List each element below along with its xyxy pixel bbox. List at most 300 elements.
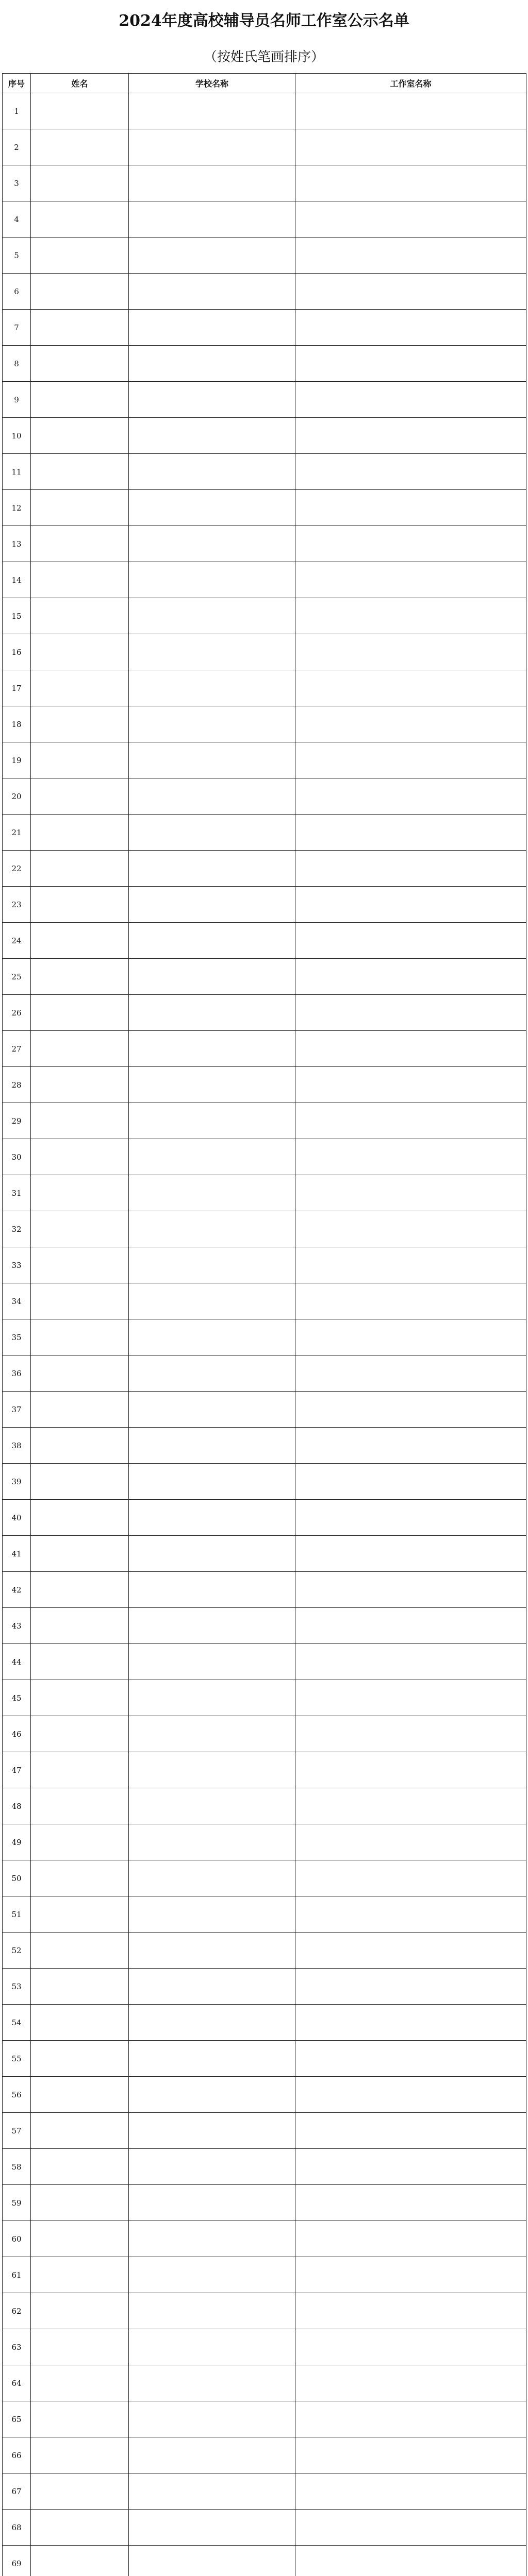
table-row	[3, 2077, 526, 2113]
school-name	[129, 1572, 295, 1608]
person-name	[31, 562, 129, 598]
header-name: 姓名	[31, 74, 129, 93]
studio-name	[295, 2077, 526, 2113]
person-name	[31, 1608, 129, 1644]
row-index: 14	[3, 562, 31, 598]
table-row	[3, 1644, 526, 1680]
row-index: 1	[3, 93, 31, 129]
school-name	[129, 93, 295, 129]
person-name	[31, 454, 129, 490]
document-title: 2024年度高校辅导员名师工作室公示名单	[119, 12, 409, 30]
table-row	[3, 165, 526, 201]
studio-name	[295, 2510, 526, 2546]
table-row	[3, 2221, 526, 2257]
school-name	[129, 995, 295, 1031]
person-name	[31, 274, 129, 310]
row-index: 32	[3, 1211, 31, 1247]
row-index: 50	[3, 1860, 31, 1896]
table-row	[3, 1103, 526, 1139]
header-studio: 工作室名称	[295, 74, 526, 93]
table-row	[3, 1536, 526, 1572]
table-row	[3, 2149, 526, 2185]
school-name	[129, 382, 295, 418]
person-name	[31, 2473, 129, 2510]
person-name	[31, 1824, 129, 1860]
school-name	[129, 851, 295, 887]
person-name	[31, 634, 129, 670]
row-index: 5	[3, 238, 31, 274]
person-name	[31, 2149, 129, 2185]
row-index: 69	[3, 2546, 31, 2576]
table-row	[3, 1500, 526, 1536]
row-index: 59	[3, 2185, 31, 2221]
school-name	[129, 2185, 295, 2221]
table-row	[3, 346, 526, 382]
row-index: 12	[3, 490, 31, 526]
studio-name	[295, 238, 526, 274]
studio-name	[295, 2041, 526, 2077]
studio-name	[295, 1644, 526, 1680]
row-index: 64	[3, 2365, 31, 2401]
studio-name	[295, 1067, 526, 1103]
studio-name	[295, 959, 526, 995]
row-index: 56	[3, 2077, 31, 2113]
table-row	[3, 490, 526, 526]
table-row	[3, 526, 526, 562]
person-name	[31, 129, 129, 165]
row-index: 20	[3, 778, 31, 815]
row-index: 61	[3, 2257, 31, 2293]
school-name	[129, 454, 295, 490]
school-name	[129, 706, 295, 742]
table-row	[3, 1572, 526, 1608]
school-name	[129, 562, 295, 598]
person-name	[31, 2401, 129, 2437]
studio-name	[295, 1392, 526, 1428]
person-name	[31, 1860, 129, 1896]
school-name	[129, 346, 295, 382]
school-name	[129, 923, 295, 959]
studio-name	[295, 274, 526, 310]
person-name	[31, 238, 129, 274]
row-index: 34	[3, 1283, 31, 1319]
studio-name	[295, 1355, 526, 1392]
person-name	[31, 2365, 129, 2401]
school-name	[129, 274, 295, 310]
school-name	[129, 1103, 295, 1139]
studio-name	[295, 1716, 526, 1752]
table-row	[3, 598, 526, 634]
studio-name	[295, 1031, 526, 1067]
person-name	[31, 2113, 129, 2149]
person-name	[31, 1392, 129, 1428]
row-index: 46	[3, 1716, 31, 1752]
studio-name	[295, 1500, 526, 1536]
school-name	[129, 1680, 295, 1716]
studio-name	[295, 1211, 526, 1247]
studio-list-table	[2, 73, 526, 2576]
person-name	[31, 923, 129, 959]
table-row	[3, 2510, 526, 2546]
row-index: 13	[3, 526, 31, 562]
header-index: 序号	[3, 74, 31, 93]
studio-name	[295, 1752, 526, 1788]
studio-name	[295, 2401, 526, 2437]
school-name	[129, 2041, 295, 2077]
row-index: 30	[3, 1139, 31, 1175]
person-name	[31, 1139, 129, 1175]
studio-name	[295, 778, 526, 815]
school-name	[129, 2473, 295, 2510]
row-index: 43	[3, 1608, 31, 1644]
person-name	[31, 1933, 129, 1969]
school-name	[129, 1752, 295, 1788]
row-index: 63	[3, 2329, 31, 2365]
studio-name	[295, 165, 526, 201]
row-index: 54	[3, 2005, 31, 2041]
person-name	[31, 670, 129, 706]
table-row	[3, 238, 526, 274]
table-row	[3, 2329, 526, 2365]
table-row	[3, 1680, 526, 1716]
studio-name	[295, 598, 526, 634]
person-name	[31, 598, 129, 634]
studio-name	[295, 1247, 526, 1283]
studio-name	[295, 490, 526, 526]
person-name	[31, 1788, 129, 1824]
table-row	[3, 2546, 526, 2576]
school-name	[129, 1896, 295, 1933]
person-name	[31, 1680, 129, 1716]
person-name	[31, 1175, 129, 1211]
person-name	[31, 1572, 129, 1608]
school-name	[129, 1969, 295, 2005]
table-row	[3, 2113, 526, 2149]
school-name	[129, 1428, 295, 1464]
person-name	[31, 526, 129, 562]
table-row	[3, 742, 526, 778]
person-name	[31, 1500, 129, 1536]
school-name	[129, 2293, 295, 2329]
studio-name	[295, 2365, 526, 2401]
school-name	[129, 598, 295, 634]
person-name	[31, 1752, 129, 1788]
studio-name	[295, 526, 526, 562]
document-subtitle: （按姓氏笔画排序）	[203, 49, 324, 65]
row-index: 66	[3, 2437, 31, 2473]
row-index: 39	[3, 1464, 31, 1500]
school-name	[129, 959, 295, 995]
school-name	[129, 526, 295, 562]
table-row	[3, 1933, 526, 1969]
studio-name	[295, 923, 526, 959]
table-row	[3, 851, 526, 887]
row-index: 37	[3, 1392, 31, 1428]
row-index: 17	[3, 670, 31, 706]
table-row	[3, 1247, 526, 1283]
studio-name	[295, 1464, 526, 1500]
school-name	[129, 1283, 295, 1319]
table-row	[3, 274, 526, 310]
studio-name	[295, 670, 526, 706]
studio-name	[295, 418, 526, 454]
school-name	[129, 1139, 295, 1175]
table-row	[3, 1788, 526, 1824]
school-name	[129, 1608, 295, 1644]
studio-name	[295, 2293, 526, 2329]
school-name	[129, 1392, 295, 1428]
school-name	[129, 1211, 295, 1247]
school-name	[129, 2113, 295, 2149]
header-school: 学校名称	[129, 74, 295, 93]
school-name	[129, 310, 295, 346]
school-name	[129, 2221, 295, 2257]
studio-name	[295, 2113, 526, 2149]
table-row	[3, 1824, 526, 1860]
person-name	[31, 2005, 129, 2041]
table-row	[3, 706, 526, 742]
person-name	[31, 1031, 129, 1067]
table-row	[3, 887, 526, 923]
row-index: 67	[3, 2473, 31, 2510]
table-row	[3, 2473, 526, 2510]
studio-name	[295, 346, 526, 382]
person-name	[31, 1103, 129, 1139]
school-name	[129, 1824, 295, 1860]
school-name	[129, 1355, 295, 1392]
table-header-row	[3, 74, 526, 93]
row-index: 58	[3, 2149, 31, 2185]
studio-name	[295, 851, 526, 887]
person-name	[31, 1464, 129, 1500]
table-row	[3, 1139, 526, 1175]
studio-name	[295, 1896, 526, 1933]
table-row	[3, 923, 526, 959]
studio-name	[295, 634, 526, 670]
table-row	[3, 778, 526, 815]
school-name	[129, 634, 295, 670]
row-index: 22	[3, 851, 31, 887]
table-row	[3, 1355, 526, 1392]
row-index: 48	[3, 1788, 31, 1824]
person-name	[31, 815, 129, 851]
school-name	[129, 201, 295, 238]
table-row	[3, 1860, 526, 1896]
table-row	[3, 562, 526, 598]
person-name	[31, 1355, 129, 1392]
row-index: 65	[3, 2401, 31, 2437]
person-name	[31, 382, 129, 418]
studio-name	[295, 1933, 526, 1969]
studio-name	[295, 2329, 526, 2365]
school-name	[129, 1860, 295, 1896]
school-name	[129, 2005, 295, 2041]
person-name	[31, 1644, 129, 1680]
studio-name	[295, 2149, 526, 2185]
studio-name	[295, 562, 526, 598]
table-row	[3, 382, 526, 418]
table-row	[3, 634, 526, 670]
table-row	[3, 2257, 526, 2293]
row-index: 36	[3, 1355, 31, 1392]
person-name	[31, 959, 129, 995]
row-index: 57	[3, 2113, 31, 2149]
person-name	[31, 2437, 129, 2473]
studio-name	[295, 2185, 526, 2221]
table-row	[3, 201, 526, 238]
table-row	[3, 815, 526, 851]
studio-name	[295, 2473, 526, 2510]
school-name	[129, 1716, 295, 1752]
table-row	[3, 1392, 526, 1428]
school-name	[129, 418, 295, 454]
table-row	[3, 2365, 526, 2401]
table-row	[3, 2005, 526, 2041]
school-name	[129, 887, 295, 923]
row-index: 41	[3, 1536, 31, 1572]
table-row	[3, 454, 526, 490]
studio-name	[295, 706, 526, 742]
row-index: 31	[3, 1175, 31, 1211]
studio-name	[295, 201, 526, 238]
table-row	[3, 1319, 526, 1355]
person-name	[31, 2041, 129, 2077]
row-index: 10	[3, 418, 31, 454]
person-name	[31, 2329, 129, 2365]
studio-name	[295, 1608, 526, 1644]
school-name	[129, 2257, 295, 2293]
person-name	[31, 2546, 129, 2576]
school-name	[129, 1536, 295, 1572]
row-index: 2	[3, 129, 31, 165]
table-row	[3, 1716, 526, 1752]
studio-name	[295, 995, 526, 1031]
studio-name	[295, 1103, 526, 1139]
row-index: 11	[3, 454, 31, 490]
person-name	[31, 1896, 129, 1933]
studio-name	[295, 1680, 526, 1716]
person-name	[31, 995, 129, 1031]
row-index: 3	[3, 165, 31, 201]
person-name	[31, 346, 129, 382]
row-index: 42	[3, 1572, 31, 1608]
person-name	[31, 1716, 129, 1752]
studio-name	[295, 454, 526, 490]
row-index: 62	[3, 2293, 31, 2329]
table-row	[3, 1464, 526, 1500]
row-index: 15	[3, 598, 31, 634]
table-row	[3, 1969, 526, 2005]
person-name	[31, 490, 129, 526]
school-name	[129, 1933, 295, 1969]
studio-name	[295, 1788, 526, 1824]
row-index: 18	[3, 706, 31, 742]
school-name	[129, 742, 295, 778]
table-row	[3, 1428, 526, 1464]
person-name	[31, 1319, 129, 1355]
person-name	[31, 1211, 129, 1247]
row-index: 8	[3, 346, 31, 382]
school-name	[129, 2546, 295, 2576]
row-index: 24	[3, 923, 31, 959]
person-name	[31, 201, 129, 238]
row-index: 21	[3, 815, 31, 851]
table-row	[3, 959, 526, 995]
studio-name	[295, 2221, 526, 2257]
studio-name	[295, 382, 526, 418]
studio-name	[295, 1319, 526, 1355]
studio-name	[295, 1283, 526, 1319]
row-index: 9	[3, 382, 31, 418]
row-index: 40	[3, 1500, 31, 1536]
person-name	[31, 742, 129, 778]
row-index: 33	[3, 1247, 31, 1283]
table-row	[3, 1031, 526, 1067]
person-name	[31, 851, 129, 887]
person-name	[31, 2510, 129, 2546]
studio-name	[295, 310, 526, 346]
table-row	[3, 93, 526, 129]
table-row	[3, 310, 526, 346]
person-name	[31, 93, 129, 129]
row-index: 60	[3, 2221, 31, 2257]
row-index: 52	[3, 1933, 31, 1969]
studio-name	[295, 887, 526, 923]
person-name	[31, 778, 129, 815]
studio-name	[295, 1175, 526, 1211]
school-name	[129, 165, 295, 201]
table-row	[3, 995, 526, 1031]
person-name	[31, 1247, 129, 1283]
school-name	[129, 238, 295, 274]
table-row	[3, 2041, 526, 2077]
person-name	[31, 2077, 129, 2113]
table-row	[3, 1896, 526, 1933]
studio-name	[295, 2257, 526, 2293]
person-name	[31, 2293, 129, 2329]
table-row	[3, 2437, 526, 2473]
studio-name	[295, 815, 526, 851]
school-name	[129, 670, 295, 706]
studio-name	[295, 742, 526, 778]
school-name	[129, 1319, 295, 1355]
row-index: 51	[3, 1896, 31, 1933]
school-name	[129, 2365, 295, 2401]
person-name	[31, 418, 129, 454]
row-index: 44	[3, 1644, 31, 1680]
person-name	[31, 2221, 129, 2257]
school-name	[129, 129, 295, 165]
studio-name	[295, 2437, 526, 2473]
table-row	[3, 1608, 526, 1644]
table-row	[3, 1211, 526, 1247]
row-index: 16	[3, 634, 31, 670]
school-name	[129, 2077, 295, 2113]
table-body	[3, 93, 526, 2576]
table-row	[3, 2401, 526, 2437]
row-index: 49	[3, 1824, 31, 1860]
table-row	[3, 418, 526, 454]
row-index: 29	[3, 1103, 31, 1139]
table-row	[3, 1752, 526, 1788]
studio-name	[295, 1824, 526, 1860]
table-row	[3, 129, 526, 165]
row-index: 26	[3, 995, 31, 1031]
studio-name	[295, 1536, 526, 1572]
row-index: 27	[3, 1031, 31, 1067]
person-name	[31, 706, 129, 742]
table-row	[3, 2185, 526, 2221]
